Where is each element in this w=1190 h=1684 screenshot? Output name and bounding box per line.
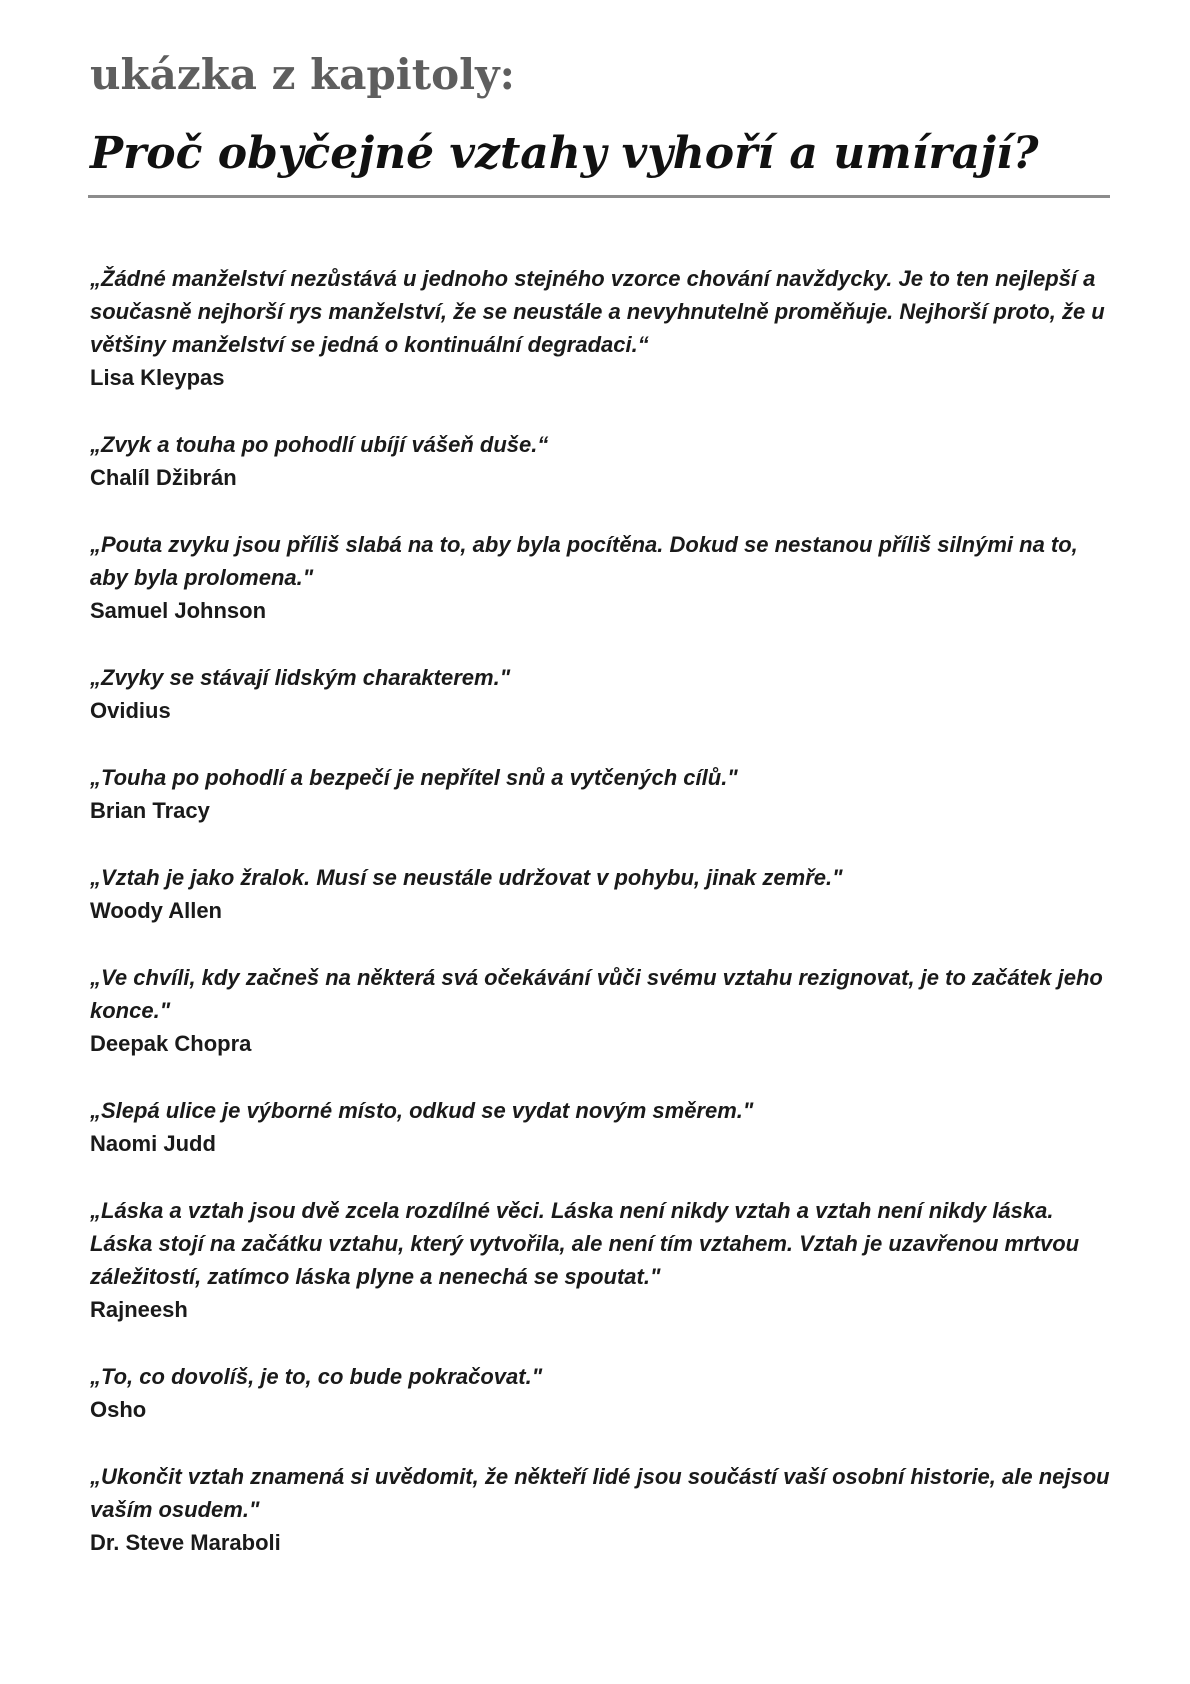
quote-author: Rajneesh [90, 1297, 188, 1322]
quote-text: „Žádné manželství nezůstává u jednoho stejného vzorce chování navždycky. Je to ten nejlepší a současně nejhorší rys manželství, že se neustále a nevyhnutelně proměňuje. Nejhorší proto, že u většiny manželství se jedná o kontinuální degradaci.“ [90, 266, 1105, 357]
quote-item [90, 262, 1112, 394]
quote-text: „Ve chvíli, kdy začneš na některá svá očekávání vůči svému vztahu rezignovat, je to začátek jeho konce." [90, 965, 1103, 1023]
quote-author: Chalíl Džibrán [90, 465, 237, 490]
quote-text: „Ukončit vztah znamená si uvědomit, že někteří lidé jsou součástí vaší osobní historie, ale nejsou vaším osudem." [90, 1464, 1110, 1522]
quote-item [90, 428, 1112, 494]
quote-text: „To, co dovolíš, je to, co bude pokračovat." [90, 1364, 543, 1389]
quote-author: Lisa Kleypas [90, 365, 225, 390]
quote-item [90, 1194, 1112, 1326]
quote-author: Naomi Judd [90, 1131, 216, 1156]
quote-item [90, 861, 1112, 927]
quote-author: Deepak Chopra [90, 1031, 252, 1056]
quote-author: Brian Tracy [90, 798, 210, 823]
quote-text: „Slepá ulice je výborné místo, odkud se vydat novým směrem." [90, 1098, 754, 1123]
quote-item [90, 1094, 1112, 1160]
quote-item [90, 661, 1112, 727]
quote-text: „Zvyk a touha po pohodlí ubíjí vášeň duše.“ [90, 432, 549, 457]
quote-text: „Láska a vztah jsou dvě zcela rozdílné věci. Láska není nikdy vztah a vztah není nikdy láska. Láska stojí na začátku vztahu, který vytvořila, ale není tím vztahem. Vztah je uzavřenou mrtvou záležitostí, zatímco láska plyne a nenechá se spoutat." [90, 1198, 1080, 1289]
quote-text: „Touha po pohodlí a bezpečí je nepřítel snů a vytčených cílů." [90, 765, 738, 790]
quote-author: Ovidius [90, 698, 171, 723]
chapter-kicker: ukázka z kapitoly: [90, 50, 516, 99]
quote-item [90, 1460, 1112, 1559]
quote-text: „Vztah je jako žralok. Musí se neustále udržovat v pohybu, jinak zemře." [90, 865, 843, 890]
quote-item [90, 528, 1112, 627]
quote-item [90, 761, 1112, 827]
quote-text: „Zvyky se stávají lidským charakterem." [90, 665, 511, 690]
quote-item [90, 961, 1112, 1060]
quote-author: Osho [90, 1397, 147, 1422]
title-divider [88, 195, 1110, 198]
quote-author: Samuel Johnson [90, 598, 267, 623]
quote-author: Woody Allen [90, 898, 222, 923]
quote-list [90, 262, 1112, 1593]
chapter-title: Proč obyčejné vztahy vyhoří a umírají? [90, 128, 1039, 179]
quote-text: „Pouta zvyku jsou příliš slabá na to, aby byla pocítěna. Dokud se nestanou příliš silnými na to, aby byla prolomena." [90, 532, 1078, 590]
quote-item [90, 1360, 1112, 1426]
quote-author: Dr. Steve Maraboli [90, 1530, 281, 1555]
